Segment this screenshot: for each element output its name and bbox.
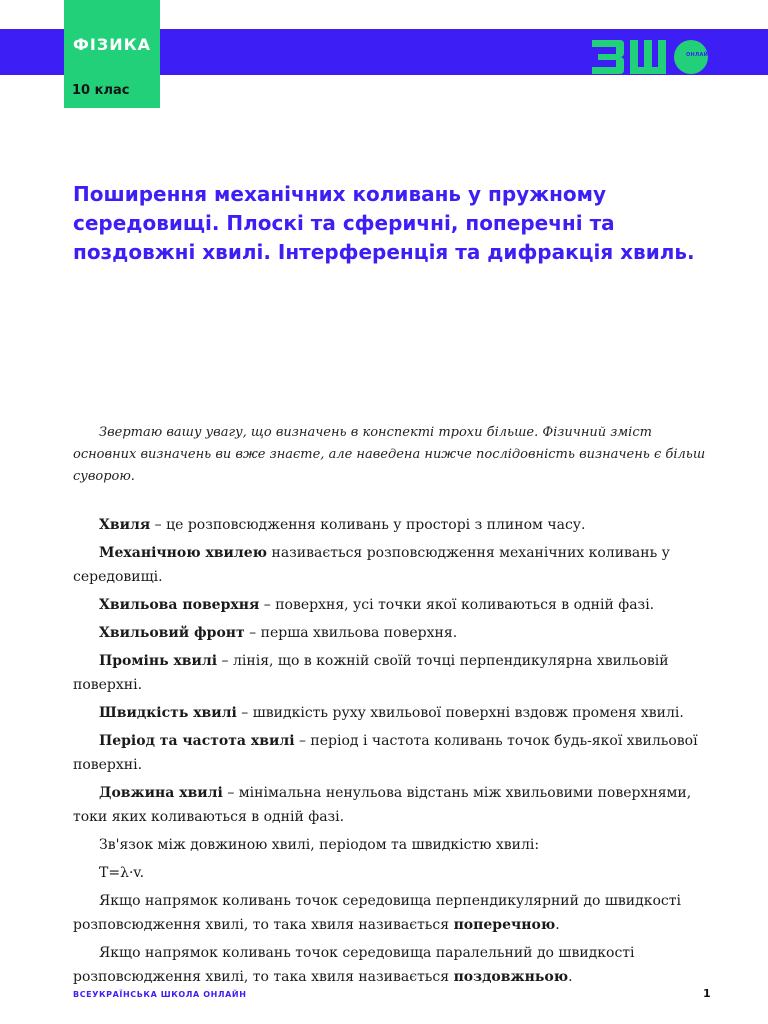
formula: T=λ·v.	[99, 865, 145, 881]
transverse-wave-text: Якщо напрямок коливань точок середовища перпендикулярний до швидкості розповсюдження хвилі, то така хвиля називається поперечною.	[73, 893, 681, 933]
page-number: 1	[703, 987, 711, 1000]
relation-text: Зв'язок між довжиною хвилі, періодом та швидкістю хвилі:	[99, 837, 540, 853]
grade-label: 10 клас	[72, 83, 130, 98]
definition-wave: Хвиля – це розповсюдження коливань у просторі з плином часу.	[99, 517, 586, 533]
longitudinal-wave-text: Якщо напрямок коливань точок середовища паралельний до швидкості розповсюдження хвилі, то така хвиля називається поздовжньою.	[73, 945, 635, 985]
page-title: Поширення механічних коливань у пружному середовищі. Плоскі та сферичні, поперечні та поздовжні хвилі. Інтерференція та дифракція хвиль.	[73, 182, 695, 264]
definition-mechanical-wave: Механічною хвилею називається розповсюдження механічних коливань у середовищі.	[73, 545, 670, 585]
definition-ray: Промінь хвилі – лінія, що в кожній своїй точці перпендикулярна хвильовій поверхні.	[73, 653, 669, 693]
logo-subtext: ОНЛАЙН	[686, 52, 713, 58]
definitions-list	[73, 513, 718, 993]
definition-period: Період та частота хвилі – період і частота коливань точок будь-якої хвильової поверхні.	[73, 733, 698, 773]
definition-wave-front: Хвильовий фронт – перша хвильова поверхня.	[99, 625, 458, 641]
intro-note: Звертаю вашу увагу, що визначень в конспекті трохи більше. Фізичний зміст основних визначень ви вже знаєте, але наведена нижче послідовність визначень є більш суворою.	[73, 425, 706, 484]
definition-wave-surface: Хвильова поверхня – поверхня, усі точки якої коливаються в одній фазі.	[99, 597, 655, 613]
definition-speed: Швидкість хвилі – швидкість руху хвильової поверхні вздовж променя хвилі.	[99, 705, 684, 721]
footer-school: ВСЕУКРАЇНСЬКА ШКОЛА ОНЛАЙН	[73, 990, 247, 999]
subject-name: ФІЗИКА	[73, 35, 152, 54]
definition-wavelength: Довжина хвилі – мінімальна ненульова відстань між хвильовими поверхнями, токи яких коливаються в одній фазі.	[73, 785, 692, 825]
